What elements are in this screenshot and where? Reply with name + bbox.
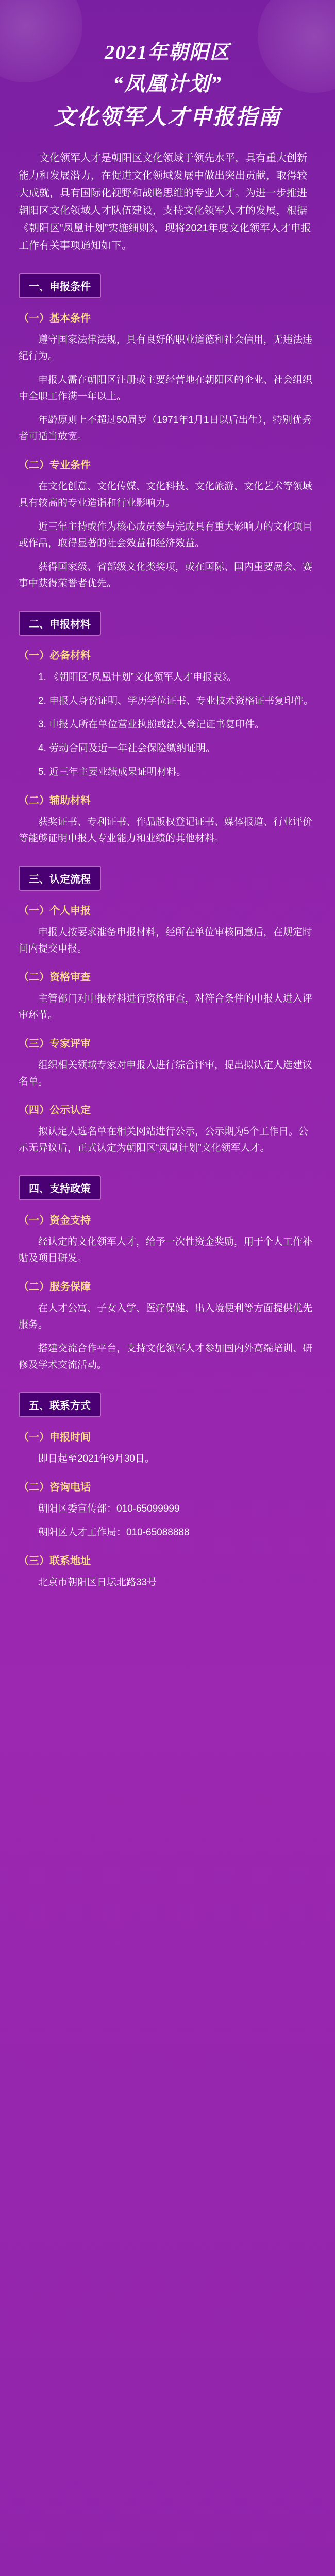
body-paragraph: 申报人需在朝阳区注册或主要经营地在朝阳区的企业、社会组织中全职工作满一年以上。 [19, 375, 313, 402]
body-paragraph: 4. 劳动合同及近一年社会保险缴纳证明。 [38, 743, 216, 754]
section [19, 611, 316, 847]
section [19, 273, 316, 592]
subsection-title: （一）个人申报 [19, 905, 91, 917]
subsection-title: （一）基本条件 [19, 313, 91, 324]
body-paragraph: 主管部门对申报材料进行资格审查，对符合条件的申报人进入评审环节。 [19, 993, 313, 1021]
section [19, 866, 316, 1157]
body-paragraph: 在文化创意、文化传媒、文化科技、文化旅游、文化艺术等领域具有较高的专业造诣和行业影响力。 [19, 481, 313, 509]
body-paragraph: 1. 《朝阳区“凤凰计划”文化领军人才申报表》。 [38, 672, 237, 683]
section-title: 一、申报条件 [19, 273, 101, 298]
body-paragraph: 组织相关领域专家对申报人进行综合评审，提出拟认定人选建议名单。 [19, 1060, 313, 1087]
subsection-title: （四）公示认定 [19, 1105, 91, 1116]
section-title: 三、认定流程 [19, 866, 101, 891]
subsection-title: （一）资金支持 [19, 1215, 91, 1226]
subsection-title: （二）辅助材料 [19, 795, 91, 806]
body-paragraph: 5. 近三年主要业绩成果证明材料。 [38, 767, 187, 777]
subsection-title: （二）专业条件 [19, 460, 91, 471]
body-paragraph: 拟认定人选名单在相关网站进行公示，公示期为5个工作日。公示无异议后，正式认定为朝阳区“凤凰计划”文化领军人才。 [19, 1126, 308, 1154]
section-title: 五、联系方式 [19, 1392, 101, 1417]
body-paragraph: 搭建交流合作平台，支持文化领军人才参加国内外高端培训、研修及学术交流活动。 [19, 1343, 313, 1370]
body-paragraph: 近三年主持或作为核心成员参与完成具有重大影响力的文化项目或作品，取得显著的社会效益和经济效益。 [19, 521, 313, 549]
page-title-guide: 文化领军人才申报指南 [54, 106, 281, 129]
intro-paragraph: 文化领军人才是朝阳区文化领域于领先水平，具有重大创新能力和发展潜力，在促进文化领域发展中做出突出贡献，取得较大成就，具有国际化视野和战略思维的专业人才。为进一步推进朝阳区文化领域人才队伍建设，支持文化领军人才的发展，根据《朝阳区“凤凰计划”实施细则》，现将2021年度文化领军人才申报工作有关事项通知如下。 [19, 152, 311, 251]
subsection-title: （一）必备材料 [19, 650, 91, 662]
body-paragraph: 即日起至2021年9月30日。 [38, 1453, 155, 1464]
subsection-title: （二）资格审查 [19, 972, 91, 983]
section-title: 二、申报材料 [19, 611, 101, 636]
body-paragraph: 朝阳区委宣传部：010-65099999 [38, 1503, 180, 1514]
body-paragraph: 北京市朝阳区日坛北路33号 [38, 1577, 157, 1588]
body-paragraph: 朝阳区人才工作局：010-65088888 [38, 1527, 190, 1538]
subsection-title: （三）联系地址 [19, 1555, 91, 1567]
page-title-year: 2021年朝阳区 [104, 42, 230, 63]
page-title-program: “凤凰计划” [113, 72, 222, 95]
body-paragraph: 申报人按要求准备申报材料，经所在单位审核同意后，在规定时间内提交申报。 [19, 927, 313, 954]
section-title: 四、支持政策 [19, 1175, 101, 1200]
section [19, 1175, 316, 1374]
section [19, 1392, 316, 1591]
subsection-title: （二）服务保障 [19, 1281, 91, 1293]
subsection-title: （三）专家评审 [19, 1038, 91, 1049]
body-paragraph: 经认定的文化领军人才，给予一次性资金奖励，用于个人工作补贴及项目研发。 [19, 1236, 313, 1264]
subsection-title: （一）申报时间 [19, 1432, 91, 1443]
body-paragraph: 年龄原则上不超过50周岁（1971年1月1日以后出生），特别优秀者可适当放宽。 [19, 415, 312, 442]
subsection-title: （二）咨询电话 [19, 1482, 91, 1493]
body-paragraph: 获奖证书、专利证书、作品版权登记证书、媒体报道、行业评价等能够证明申报人专业能力和业绩的其他材料。 [19, 817, 313, 844]
body-paragraph: 获得国家级、省部级文化类奖项，或在国际、国内重要展会、赛事中获得荣誉者优先。 [19, 562, 313, 589]
body-paragraph: 遵守国家法律法规，具有良好的职业道德和社会信用，无违法违纪行为。 [19, 334, 313, 362]
body-paragraph: 在人才公寓、子女入学、医疗保健、出入境便利等方面提供优先服务。 [19, 1303, 313, 1330]
sections-container [19, 273, 316, 1591]
body-paragraph: 2. 申报人身份证明、学历学位证书、专业技术资格证书复印件。 [38, 696, 314, 706]
body-paragraph: 3. 申报人所在单位营业执照或法人登记证书复印件。 [38, 719, 265, 730]
